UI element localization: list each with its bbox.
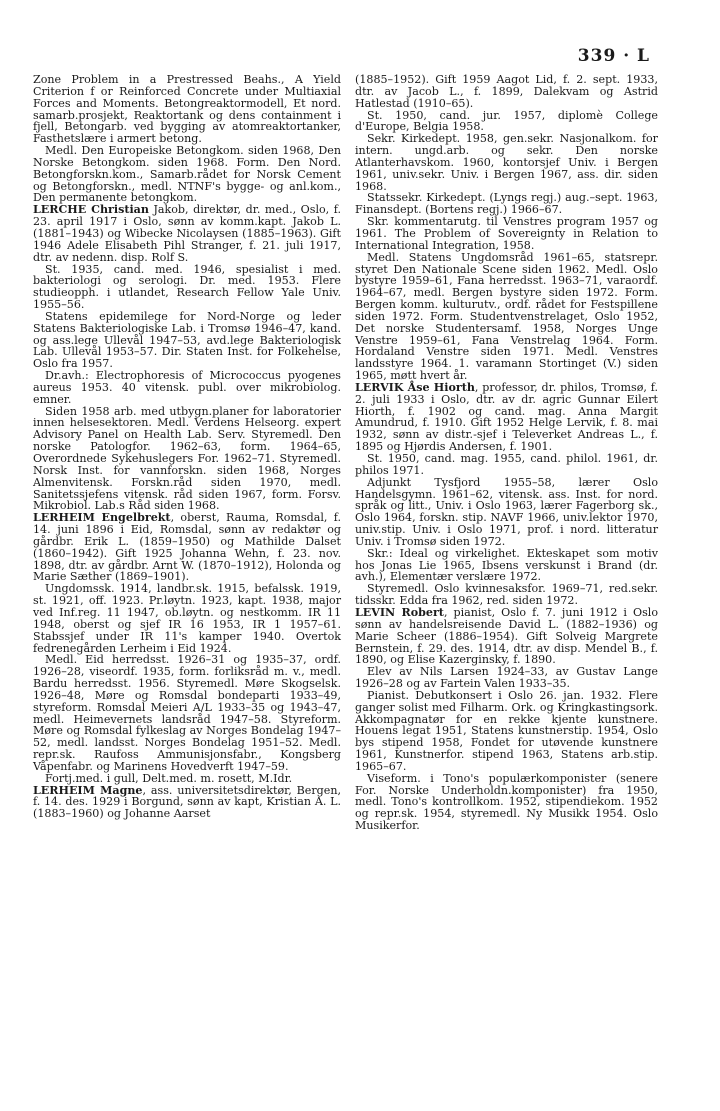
continued-paragraph: Zone Problem in a Prestressed Beahs., A Yield Criterion f or Reinforced Concrete under Multiaxial Forces and Moments. Betongreaktormodell, Et nord. samarb.prosjekt, Reaktortank og dens containment i fjell, Betongarb. ved bygging av atomreaktortanker, Fasthetslære i armert betong. — [33, 73, 341, 146]
entry-text: , pianist, Oslo f. 7. juni 1912 i Oslo sønn av handelsreisende David L. (1882–1936) og Marie Scheer (1886–1954). Gift Solveig Margrete Bernstein, f. 29. des. 1914, dtr. av disp. Mendel B., f. 1890, og Elise Kazerginsky, f. 1890. — [355, 605, 658, 667]
paragraph: St. 1950, cand. jur. 1957, diplomè College d'Europe, Belgia 1958. — [355, 108, 658, 134]
biography-entry — [33, 512, 341, 583]
paragraph: St. 1935, cand. med. 1946, spesialist i med. bakteriologi og serologi. Dr. med. 1953. Flere studieopph. i utlandet, Research Fellow Yale Univ. 1955–56. — [33, 262, 341, 312]
entry-text: , oberst, Rauma, Romsdal, f. 14. juni 1896 i Eid, Romsdal, sønn av redaktør og gårdbr. Erik L. (1859–1950) og Mathilde Dalset (1860–1942). Gift 1925 Johanna Wehn, f. 23. nov. 1898, dtr. av gårdbr. Arnt W. (1870–1912), Holonda og Marie Sæther (1869–1901). — [33, 511, 341, 584]
paragraph: Statssekr. Kirkedept. (Lyngs regj.) aug.–sept. 1963, Finansdept. (Bortens regj.) 1966–67. — [355, 191, 658, 217]
paragraph: Viseform. i Tono's populærkomponister (senere For. Norske Underholdn.komponister) fra 1950, medl. Tono's kontrollkom. 1952, stipendiekom. 1952 og repr.sk. 1954, styremedl. Ny Musikk 1954. Oslo Musikerfor. — [355, 771, 658, 833]
biography-entry — [33, 204, 341, 263]
paragraph: Adjunkt Tysfjord 1955–58, lærer Oslo Handelsgymn. 1961–62, vitensk. ass. Inst. for nord. språk og litt., Univ. i Oslo 1963, lærer Fagerborg sk., Oslo 1964, forskn. stip. NAVF 1966, univ.lektor 1970, univ.stip. Univ. i Oslo 1971, prof. i nord. litteratur Univ. i Tromsø siden 1972. — [355, 475, 658, 548]
paragraph: Medl. Den Europeiske Betongkom. siden 1968, Den Norske Betongkom. siden 1968. Form. Den Nord. Betongforskn.kom., Samarb.rådet for Norsk Cement og Betongforskn., medl. NTNF's bygge- og anl.kom., Den permanente betongkom. — [33, 144, 341, 205]
entry-headword: LERVIK Åse Hiorth — [355, 380, 475, 394]
paragraph: Dr.avh.: Electrophoresis of Micrococcus pyogenes aureus 1953. 40 vitensk. publ. over mikrobiolog. emner. — [33, 369, 341, 406]
left-column — [33, 74, 341, 820]
entry-headword: LERHEIM Magne — [33, 783, 143, 797]
paragraph: Pianist. Debutkonsert i Oslo 26. jan. 1932. Flere ganger solist med Filharm. Ork. og Kringkastingsork. Akkompagnatør for en rekke kjente kunstnere. Houens legat 1951, Statens kunstnerstip. 1954, Oslo bys stipend 1958, Fondet for utøvende kunstnere 1961, Kunstnerfor. stipend 1963, Statens arb.stip. 1965–67. — [355, 688, 658, 773]
biography-entry — [33, 785, 341, 821]
page-number: 339 · L — [577, 46, 650, 66]
paragraph: Statens epidemilege for Nord-Norge og leder Statens Bakteriologiske Lab. i Tromsø 1946–47, kand. og ass.lege Ullevål 1947–53, avd.lege Bakteriologisk Lab. Ullevål 1953–57. Dir. Staten Inst. for Folkehelse, Oslo fra 1957. — [33, 309, 341, 371]
entry-headword: LEVIN Robert — [355, 605, 444, 619]
paragraph: Medl. Statens Ungdomsråd 1961–65, statsrepr. styret Den Nationale Scene siden 1962. Medl. Oslo bystyre 1959–61, Fana herredsst. 1963–71, varaordf. 1964–67, medl. Bergen bystyre siden 1972. Form. Bergen komm. kulturutv., ordf. rådet for Festspillene siden 1972. Form. Studentvenstrelaget, Oslo 1952, Det norske Studentersamf. 1958, Norges Unge Venstre 1959–61, Fana Venstrelag 1964. Form. Hordaland Venstre siden 1971. Medl. Venstres landsstyre 1964. 1. varamann Stortinget (V.) siden 1965, møtt hvert år. — [355, 250, 658, 383]
paragraph: Sekr. Kirkedept. 1958, gen.sekr. Nasjonalkom. for intern. ungd.arb. og sekr. Den norske Atlanterhavskom. 1960, kontorsjef Univ. i Bergen 1961, univ.sekr. Univ. i Bergen 1967, ass. dir. siden 1968. — [355, 132, 658, 193]
paragraph: Ungdomssk. 1914, landbr.sk. 1915, befalssk. 1919, st. 1921, off. 1923. Pr.løytn. 1923, kapt. 1938, major ved Inf.reg. 11 1947, ob.løytn. og nestkomm. IR 11 1948, oberst og sjef IR 16 1953, IR 1 1957–61. Stabssjef under IR 11's kamper 1940. Overtok fedrenegården Lerheim i Eid 1924. — [33, 582, 341, 655]
continued-paragraph: (1885–1952). Gift 1959 Aagot Lid, f. 2. sept. 1933, dtr. av Jacob L., f. 1899, Dalekvam og Astrid Hatlestad (1910–65). — [355, 73, 658, 110]
paragraph: Fortj.med. i gull, Delt.med. m. rosett, M.Idr. — [45, 771, 293, 785]
paragraph: Medl. Eid herredsst. 1926–31 og 1935–37, ordf. 1926–28, viseordf. 1935, form. forliksråd m. v., medl. Bardu herredsst. 1956. Styremedl. Møre Skogselsk. 1926–48, Møre og Romsdal bondeparti 1933–49, styreform. Romsdal Meieri A/L 1933–35 og 1943–47, medl. Heimevernets landsråd 1947–58. Styreform. Møre og Romsdal fylkeslag av Norges Bondelag 1947–52, medl. landsst. Norges Bondelag 1951–52. Medl. repr.sk. Raufoss Ammunisjonsfabr., Kongsberg Våpenfabr. og Marinens Hovedverft 1947–59. — [33, 653, 341, 773]
paragraph: Styremedl. Oslo kvinnesaksfor. 1969–71, red.sekr. tidsskr. Edda fra 1962, red. siden 1972. — [355, 582, 658, 608]
entry-text: , professor, dr. philos, Tromsø, f. 2. juli 1933 i Oslo, dtr. av dr. agric Gunnar Eilert Hiorth, f. 1902 og cand. mag. Anna Margit Amundrud, f. 1910. Gift 1952 Helge Lervik, f. 8. mai 1932, sønn av distr.-sjef i Televerket Andreas L., f. 1895 og Hjørdis Andersen, f. 1901. — [355, 380, 659, 454]
paragraph: Skr. kommentarutg. til Venstres program 1957 og 1961. The Problem of Sovereignty in Relation to International Integration, 1958. — [355, 215, 658, 252]
paragraph: Skr.: Ideal og virkelighet. Ekteskapet som motiv hos Jonas Lie 1965, Ibsens verskunst i Brand (dr. avh.), Elementær verslære 1972. — [355, 546, 658, 584]
right-column — [355, 74, 658, 832]
page-header — [0, 46, 720, 68]
entry-text: Jakob, direktør, dr. med., Oslo, f. 23. april 1917 i Oslo, sønn av komm.kapt. Jakob L. (1881–1943) og Wibecke Nicolaysen (1885–1963). Gift 1946 Adele Elisabeth Pihl Stranger, f. 21. juli 1917, dtr. av nedenn. disp. Rolf S. — [33, 203, 341, 264]
biography-entry — [355, 382, 658, 453]
entry-headword: LERCHE Christian — [33, 203, 149, 217]
paragraph: St. 1950, cand. mag. 1955, cand. philol. 1961, dr. philos 1971. — [355, 452, 658, 477]
paragraph: Elev av Nils Larsen 1924–33, av Gustav Lange 1926–28 og av Fartein Valen 1933–35. — [355, 665, 658, 691]
entry-text: , ass. universitetsdirektør, Bergen, f. 14. des. 1929 i Borgund, sønn av kapt, Kristian A. L. (1883–1960) og Johanne Aarset — [33, 783, 342, 821]
paragraph: Siden 1958 arb. med utbygn.planer for laboratorier innen helsesektoren. Medl. Verdens Helseorg. expert Advisory Panel on Health Lab. Serv. Styremedl. Den norske Patologfor. 1962–63, form. 1964–65, Overordnede Sykehuslegers For. 1962–71. Styremedl. Norsk Inst. for vannforskn. siden 1968, Norges Almenvitensk. Forskn.råd siden 1970, medl. Sanitetssjefens vitensk. råd siden 1967, form. Forsv. Mikrobiol. Lab.s Råd siden 1968. — [33, 404, 341, 513]
entry-headword: LERHEIM Engelbrekt — [33, 511, 171, 525]
biography-entry — [355, 607, 658, 666]
